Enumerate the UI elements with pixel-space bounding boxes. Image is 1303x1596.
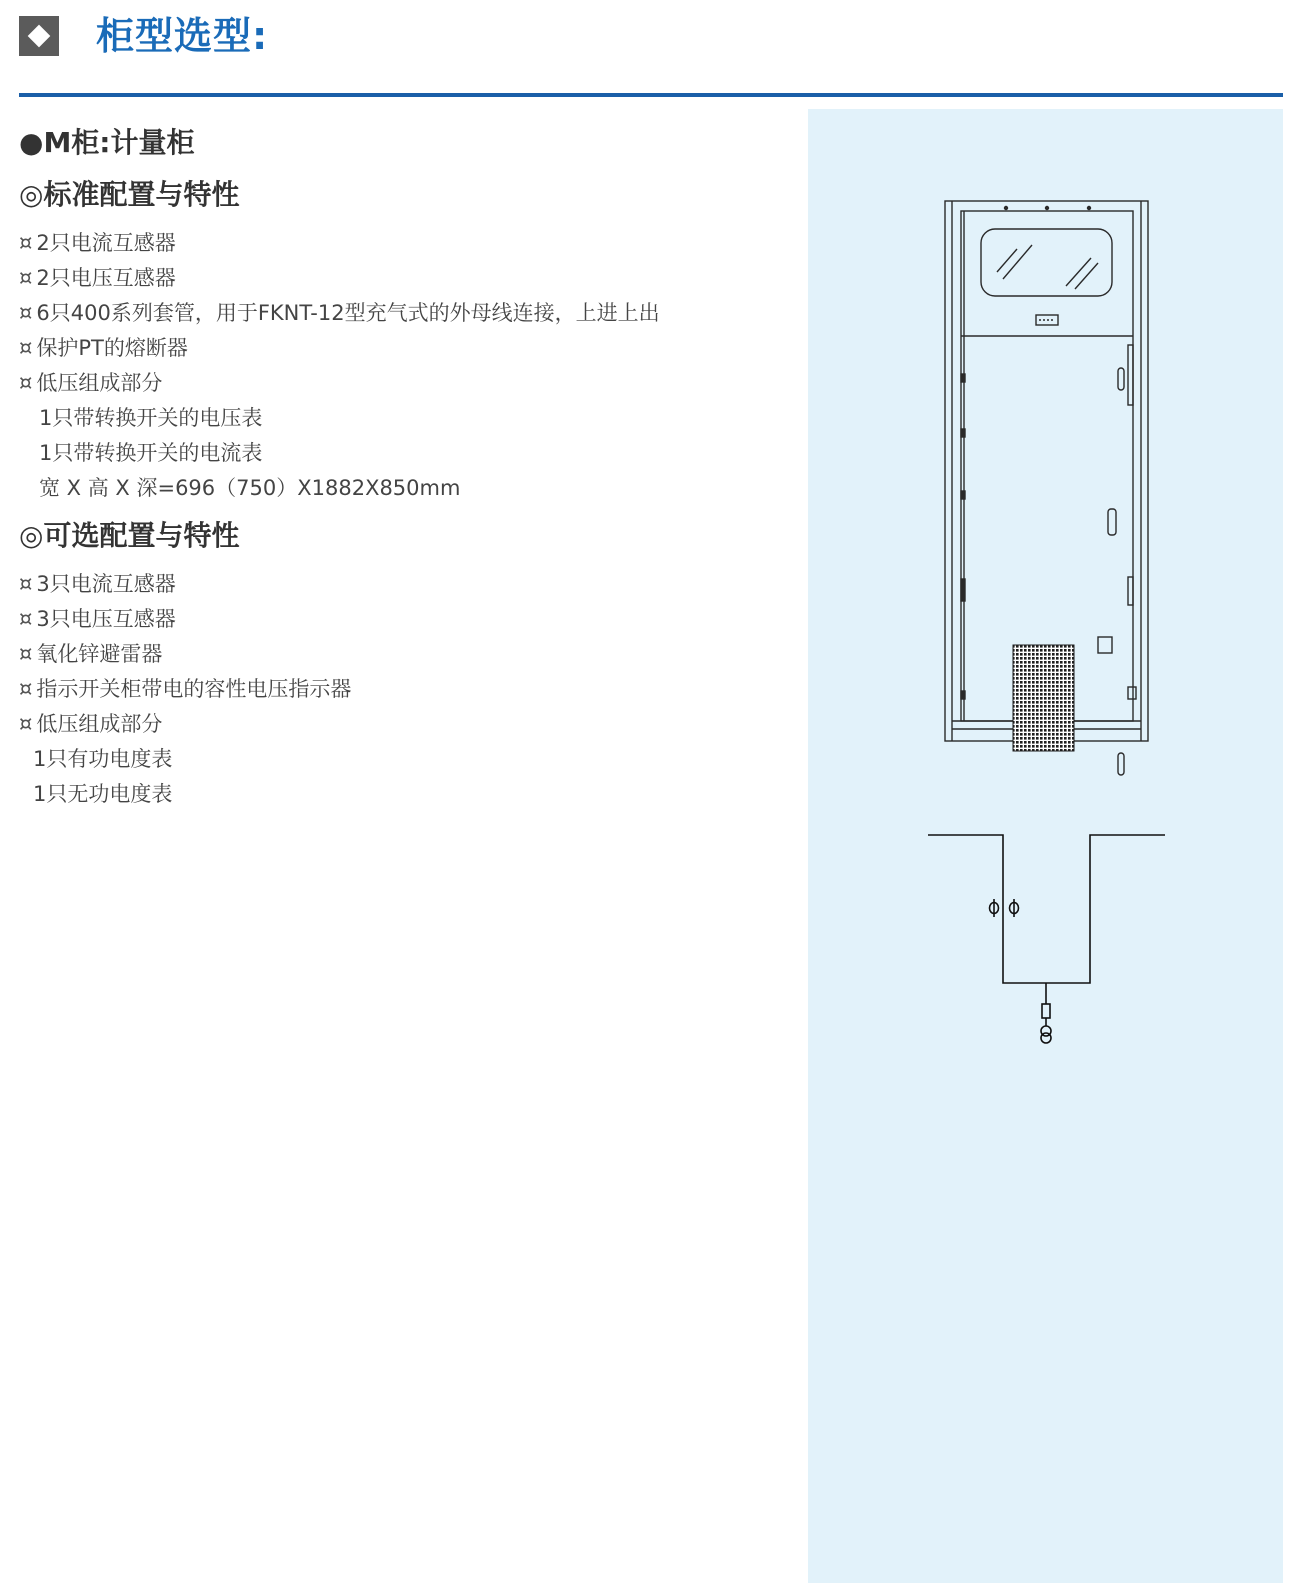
currency-sign-icon: ¤ [19,231,33,255]
currency-sign-icon: ¤ [19,266,33,290]
double-circle-icon: ◎ [19,178,44,211]
list-item-text: 2只电流互感器 [36,231,176,255]
diamond-icon [28,25,51,48]
filled-circle-icon: ● [19,126,44,159]
header-divider [19,93,1283,97]
list-item-text: 氧化锌避雷器 [36,642,163,666]
header-badge [19,16,59,56]
list-item-text: 6只400系列套管，用于FKNT-12型充气式的外母线连接，上进上出 [36,301,660,325]
lock-box [1098,637,1112,653]
list-item-text: 低压组成部分 [36,371,163,395]
handle-middle [1108,509,1116,535]
list-item-text: 保护PT的熔断器 [36,336,188,360]
list-item [19,368,162,398]
list-item [19,569,176,599]
list-item [19,639,162,669]
currency-sign-icon: ¤ [19,642,33,666]
busbar-path [928,835,1165,983]
currency-sign-icon: ¤ [19,572,33,596]
currency-sign-icon: ¤ [19,371,33,395]
list-item [19,228,176,258]
sub-list-item: 1只带转换开关的电压表 [39,406,263,430]
ventilation-grille [1013,645,1074,751]
sub-list-item: 1只无功电度表 [33,782,173,806]
list-item-text: 3只电流互感器 [36,572,176,596]
cabinet-heading [19,124,195,162]
sub-list-item: 1只带转换开关的电流表 [39,441,263,465]
list-item-text: 低压组成部分 [36,712,163,736]
viewing-window [981,229,1112,296]
list-item [19,298,660,328]
diagram-panel [808,109,1283,1583]
list-item [19,263,176,293]
fuse-symbol [1042,1004,1050,1018]
single-line-diagram [928,835,1165,1043]
list-item-text: 2只电压互感器 [36,266,176,290]
currency-sign-icon: ¤ [19,607,33,631]
currency-sign-icon: ¤ [19,677,33,701]
list-item [19,333,188,363]
list-item [19,604,176,634]
optional-section-title-text: 可选配置与特性 [43,519,240,552]
cabinet-heading-text: M柜:计量柜 [43,126,195,159]
standard-section-title-text: 标准配置与特性 [43,178,240,211]
pt-symbol-lower [1041,1033,1051,1043]
dimensions-text: 宽 X 高 X 深=696（750）X1882X850mm [39,476,461,500]
page-title: 柜型选型: [96,14,269,58]
double-circle-icon: ◎ [19,519,44,552]
handle-bottom [1118,753,1124,775]
currency-sign-icon: ¤ [19,301,33,325]
sub-list-item: 1只有功电度表 [33,747,173,771]
optional-section-title [19,517,239,555]
currency-sign-icon: ¤ [19,336,33,360]
list-item-text: 3只电压互感器 [36,607,176,631]
standard-section-title [19,176,239,214]
list-item [19,674,351,704]
handle-top [1118,368,1124,390]
list-item [19,709,162,739]
diagram-svg [808,109,1283,1583]
currency-sign-icon: ¤ [19,712,33,736]
list-item-text: 指示开关柜带电的容性电压指示器 [36,677,352,701]
